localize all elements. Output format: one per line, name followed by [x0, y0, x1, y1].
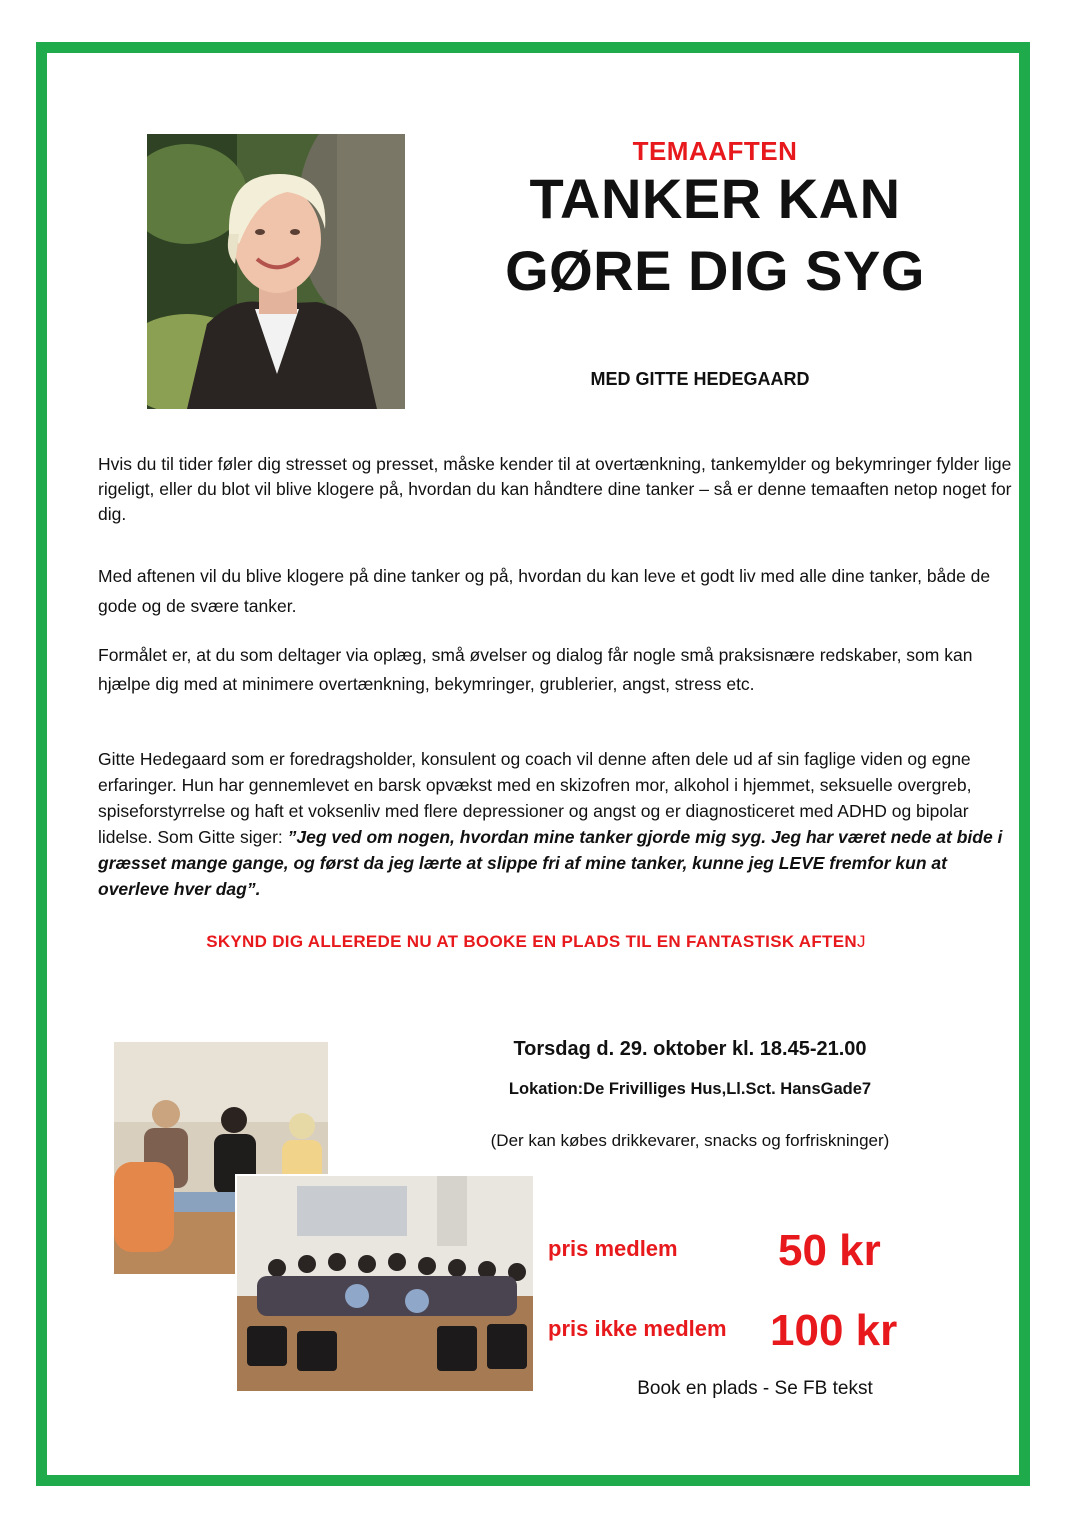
nonmember-price: 100 kr	[770, 1306, 898, 1355]
intro-paragraph: Hvis du til tider føler dig stresset og presset, måske kender til at overtænkning, tankemylder og bekymringer fylder lige rigeligt, eller du blot vil blive klogere på, hvordan du kan håndtere dine tanker – så er denne temaaften netop noget for dig.	[98, 454, 1012, 524]
event-date: Torsdag d. 29. oktober kl. 18.45-21.00	[513, 1038, 867, 1060]
speaker-subtitle: MED GITTE HEDEGAARD	[590, 369, 810, 389]
audience-photo-large	[237, 1176, 533, 1391]
bio-text: Gitte Hedegaard som er foredragsholder, konsulent og coach vil denne aften dele ud af sin faglige viden og egne erfaringer. Hun har gennemlevet en barsk opvækst med en skizofren mor, alkohol i hjemmet, seksuelle overgreb, spiseforstyrrelse og haft et voksenliv med flere depressioner og angst og er diagnosticeret med ADHD og bipolar lidelse. Som Gitte siger:	[98, 749, 972, 847]
event-kicker: TEMAAFTEN	[632, 136, 798, 166]
refreshments-note: (Der kan købes drikkevarer, snacks og forfriskninger)	[490, 1131, 890, 1150]
title-line-2: GØRE DIG SYG	[505, 239, 925, 302]
speaker-bio-paragraph	[98, 746, 1010, 902]
cta-text: SKYND DIG ALLEREDE NU AT BOOKE EN PLADS TIL EN FANTASTISK AFTEN	[206, 932, 857, 951]
booking-info: Book en plads - Se FB tekst	[637, 1378, 873, 1399]
purpose-paragraph: Formålet er, at du som deltager via oplæg, små øvelser og dialog får nogle små praksisnære redskaber, som kan hjælpe dig med at minimere overtænkning, bekymringer, grublerier, angst, stress etc.	[98, 645, 973, 694]
nonmember-price-label: pris ikke medlem	[548, 1316, 727, 1341]
speaker-portrait-photo	[147, 134, 405, 409]
speaker-quote: ”Jeg ved om nogen, hvordan mine tanker gjorde mig syg. Jeg har været nede at bide i græsset mange gange, og først da jeg lærte at slippe fri af mine tanker, kunne jeg LEVE fremfor kun at overleve hver dag”.	[98, 827, 1003, 899]
page-title	[480, 163, 950, 307]
title-line-1: TANKER KAN	[529, 167, 901, 230]
cta-glyph: J	[856, 932, 866, 951]
booking-call-to-action	[96, 932, 976, 952]
event-location: Lokation:De Frivilliges Hus,Ll.Sct. HansGade7	[508, 1080, 872, 1098]
member-price: 50 kr	[778, 1226, 881, 1275]
aim-paragraph: Med aftenen vil du blive klogere på dine tanker og på, hvordan du kan leve et godt liv med alle dine tanker, både de gode og de svære tanker.	[98, 566, 991, 616]
member-price-label: pris medlem	[548, 1236, 678, 1261]
